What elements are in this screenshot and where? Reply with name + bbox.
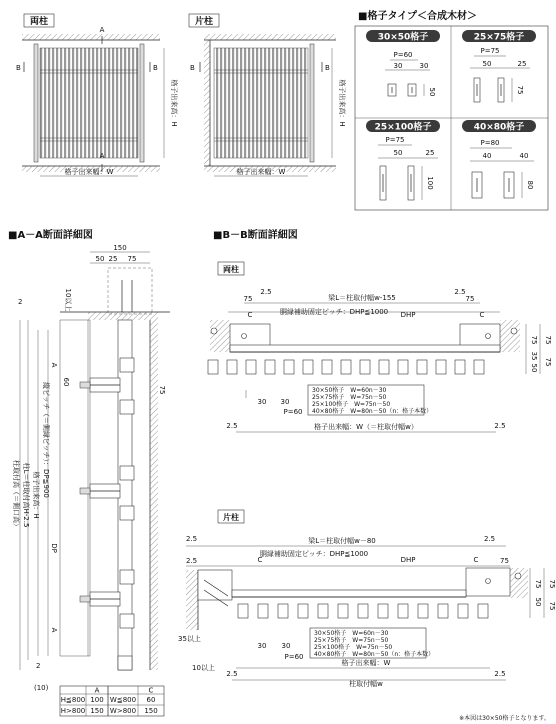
- lattice-type-30x50-d1: 30: [393, 62, 403, 70]
- lattice-type-25x75-h: 75: [516, 85, 524, 95]
- lattice-slat: [417, 360, 427, 374]
- wall-hatch-right: [500, 320, 520, 352]
- lattice-type-30x50-h: 50: [428, 87, 436, 97]
- label-w-ryochu: 格子出来幅：W: [64, 168, 114, 176]
- lattice-type-30x50-p: P=60: [393, 51, 413, 59]
- lattice-slat: [438, 604, 448, 618]
- lattice-slat: [478, 604, 488, 618]
- fastener: [515, 573, 521, 579]
- lattice-type-30x50-d2: 30: [419, 62, 429, 70]
- section-bb-ryochu-title: 両柱: [223, 265, 239, 274]
- spec-table-cell: 60: [146, 696, 156, 704]
- label-bbk-w: 格子出来幅：W: [341, 659, 391, 667]
- lattice-type-40x80-label: 40×80格子: [473, 122, 525, 133]
- label-aa-10ijo: 10以上: [64, 288, 72, 312]
- label-bb-right-75b: 75: [544, 335, 552, 345]
- spec-table-cell: H>800: [60, 707, 86, 715]
- wall-hatch-top-k: [204, 34, 336, 40]
- label-bb-dhp: DHP: [400, 311, 416, 319]
- label-bb-75: 75: [465, 295, 475, 303]
- label-bb-c: C: [247, 311, 253, 319]
- lattice-type-25x100-d1: 50: [393, 149, 403, 157]
- ceiling-hatch: [88, 312, 158, 320]
- bracket-plate: [120, 506, 134, 520]
- label-bb-25: 2.5: [454, 288, 466, 296]
- label-bb-right-50: 50: [530, 363, 538, 373]
- fastener: [242, 334, 247, 339]
- lattice-type-25x100-h: 100: [426, 176, 434, 190]
- fastener: [511, 328, 517, 334]
- label-bbk-c: C: [257, 556, 263, 564]
- label-bb-right-75: 75: [530, 335, 538, 345]
- lattice-tip: [80, 488, 90, 494]
- lattice-slat: [318, 604, 328, 618]
- cut-b-label-left-k: B: [190, 64, 195, 72]
- formula-line: 25×100格子 W=75n－50: [312, 401, 391, 408]
- beam-bb: [230, 345, 500, 352]
- label-w-katachu: 格子出来幅：W: [236, 168, 286, 176]
- spec-table-cell: 100: [90, 696, 104, 704]
- dim-aa-a: 50: [95, 255, 105, 263]
- lattice-slat: [338, 604, 348, 618]
- label-bbk-30: 30: [257, 642, 267, 650]
- wall-hatch-aa: [150, 320, 158, 670]
- spec-table-cell: W>800: [109, 707, 137, 715]
- label-bbk-25d: 2.5: [494, 670, 506, 678]
- beam-bbk: [232, 590, 466, 597]
- lattice-type-40x80-p: P=80: [480, 139, 500, 147]
- dim-aa-b: 25: [108, 255, 118, 263]
- formula-line: 30×50格子 W=60n－30: [314, 630, 389, 637]
- cut-b-label-left: B: [16, 64, 21, 72]
- lattice-slat: [458, 604, 468, 618]
- wall-hatch-left: [210, 320, 230, 352]
- label-bb-30: 30: [257, 398, 267, 406]
- label-bb-w: 格子出来幅：W（＝柱取付幅w）: [314, 423, 418, 431]
- label-bb-p60: P=60: [283, 408, 303, 416]
- lattice-slat: [258, 604, 268, 618]
- label-bb-30: 30: [280, 398, 290, 406]
- lattice-slats: [40, 48, 138, 158]
- label-aa-a-bottom: A: [50, 627, 58, 633]
- formula-line: 25×100格子 W=75n－50: [314, 644, 393, 651]
- label-aa-60: 60: [62, 377, 70, 387]
- label-bbk-25c: 2.5: [226, 670, 238, 678]
- lattice-slat: [474, 360, 484, 374]
- label-bb-c: C: [479, 311, 485, 319]
- spec-table-cell: 150: [144, 707, 158, 715]
- label-aa-75: 75: [158, 385, 166, 395]
- label-bbk-p60: P=60: [284, 653, 304, 661]
- lattice-slat: [455, 360, 465, 374]
- lattice-slats-k: [214, 48, 308, 158]
- wall-hatch-right-k: [510, 568, 528, 598]
- label-bbk-right-75b: 75: [548, 579, 556, 589]
- elevation-ryochu-title: 両柱: [29, 17, 49, 27]
- lattice-types: [355, 9, 548, 210]
- lattice-type-40x80-h: 80: [526, 180, 534, 190]
- lattice-type-25x75-label: 25×75格子: [473, 32, 525, 43]
- wall-hatch-left-k: [204, 40, 210, 166]
- bracket-plate: [120, 614, 134, 628]
- bracket-plate: [120, 400, 134, 414]
- lattice-slat: [436, 360, 446, 374]
- elevation-katachu-title: 片柱: [194, 17, 214, 27]
- label-aa-col: 柱取付高（＝側口高）: [12, 460, 20, 530]
- section-bb-katachu: [178, 510, 556, 688]
- label-bbk-30: 30: [281, 642, 291, 650]
- lattice-type-25x100-p: P=75: [385, 136, 405, 144]
- lattice-slat: [398, 604, 408, 618]
- label-bbk-right-75c: 75: [548, 601, 556, 611]
- post-right: [140, 44, 144, 162]
- label-bbk-25: 2.5: [186, 535, 198, 543]
- label-bbk-25b: 2.5: [186, 557, 198, 565]
- lattice-type-40x80-d2: 40: [519, 152, 529, 160]
- lattice-row-katachu: [238, 604, 488, 618]
- label-bb-right-35: 35: [530, 351, 538, 361]
- spec-table-cell: W≦800: [109, 696, 137, 704]
- bracket-plate: [120, 358, 134, 372]
- label-bb-75: 75: [243, 295, 253, 303]
- lattice-slat: [379, 360, 389, 374]
- lattice-row-ryochu: [208, 360, 484, 374]
- formula-line: 25×75格子 W=75n－50: [312, 394, 387, 401]
- lattice-slat: [238, 604, 248, 618]
- footnote: ※本図は30×50格子となります。: [459, 715, 550, 722]
- lattice-slat: [278, 604, 288, 618]
- section-aa: [8, 228, 170, 716]
- lattice-slat: [265, 360, 275, 374]
- lattice-type-40x80-d1: 40: [482, 152, 492, 160]
- label-bbk-c: C: [473, 556, 479, 564]
- post-right-k: [310, 44, 314, 162]
- formula-line: 40×80格子 W=80n－50（n：格子本数）: [314, 651, 435, 658]
- lattice-slat: [360, 360, 370, 374]
- label-bb-right-75c: 75: [544, 357, 552, 367]
- dim-aa-c: 75: [127, 255, 137, 263]
- formula-line: 40×80格子 W=80n－50（n：格子本数）: [312, 408, 433, 415]
- bracket-plate: [120, 570, 134, 584]
- label-aa-dp: DP: [50, 543, 58, 553]
- cut-b-label-right: B: [153, 64, 158, 72]
- label-bbk-dhp: DHP: [400, 556, 416, 564]
- dim-aa-total: 150: [113, 244, 127, 252]
- post-left: [34, 44, 38, 162]
- lattice-slat: [303, 360, 313, 374]
- label-bb-25: 2.5: [260, 288, 272, 296]
- lattice-tip: [80, 596, 90, 602]
- lattice-slat: [358, 604, 368, 618]
- label-aa-2-bottom: 2: [36, 662, 41, 670]
- lattice-type-25x75-p: P=75: [480, 47, 500, 55]
- lattice-type-25x75-d2: 25: [517, 60, 527, 68]
- label-bbk-pitch: 胴縁補助固定ピッチ：DHP≦1000: [259, 550, 369, 558]
- fastener: [486, 579, 491, 584]
- lattice-slat: [322, 360, 332, 374]
- label-aa-h: 格子出来高：H: [32, 471, 40, 519]
- spec-table-header-c: C: [148, 686, 154, 695]
- spec-table-cell: 150: [90, 707, 104, 715]
- label-aa-a-top: A: [50, 362, 58, 368]
- cut-a-label-top: A: [99, 26, 105, 34]
- lattice-slat: [341, 360, 351, 374]
- lattice-type-25x100-d2: 25: [425, 149, 435, 157]
- label-bbk-beam: 梁L＝柱取付幅w－80: [308, 537, 376, 545]
- lattice-types-title: ■格子タイプ＜合成木材＞: [358, 11, 477, 22]
- lattice-slat: [208, 360, 218, 374]
- lattice-type-25x100-label: 25×100格子: [374, 122, 432, 133]
- wall-hatch-top: [22, 34, 160, 40]
- lattice-type-30x50-label: 30×50格子: [377, 32, 429, 43]
- cut-b-label-right-k: B: [325, 64, 330, 72]
- label-bbk-right-50: 50: [534, 597, 542, 607]
- label-bbk-10: 10以上: [192, 664, 215, 672]
- spec-table-header-a: A: [94, 686, 100, 695]
- section-bb-katachu-title: 片柱: [223, 513, 239, 522]
- lattice-slat: [227, 360, 237, 374]
- fastener: [486, 334, 491, 339]
- formula-line: 25×75格子 W=75n－50: [314, 637, 389, 644]
- elevation-katachu: [189, 14, 347, 176]
- label-aa-2-top: 2: [18, 298, 23, 306]
- lattice-slat: [398, 360, 408, 374]
- section-bb: [178, 228, 556, 688]
- label-bbk-75: 75: [500, 557, 509, 565]
- label-bbk-right-75: 75: [534, 579, 542, 589]
- fastener: [211, 328, 217, 334]
- label-bbk-colw: 柱取付幅w: [349, 680, 383, 688]
- label-aa-pitch: 縦ピッチ（＝側縁ピッチ）：DP≦900: [42, 382, 50, 498]
- lattice-tip: [80, 382, 90, 388]
- lattice-slat: [378, 604, 388, 618]
- wall-hatch-left-k: [186, 570, 198, 630]
- label-aa-10p: (10): [34, 684, 49, 692]
- label-aa-mount: 柱L＝柱取付高H-2.5: [22, 462, 30, 528]
- anchor-box: [108, 268, 152, 314]
- label-bb-beam: 梁L＝柱取付幅w-155: [328, 294, 396, 302]
- lattice-slat: [418, 604, 428, 618]
- label-bb-25-bottom: 2.5: [226, 422, 238, 430]
- post-base: [118, 656, 132, 670]
- lattice-slat: [246, 360, 256, 374]
- section-bb-title: ■B－B断面詳細図: [213, 230, 298, 241]
- label-bbk-35: 35以上: [178, 635, 201, 643]
- label-bb-25-bottom: 2.5: [494, 422, 506, 430]
- formula-line: 30×50格子 W=60n－30: [312, 387, 387, 394]
- section-bb-ryochu: [208, 262, 552, 432]
- lattice-type-25x75-d1: 50: [482, 60, 492, 68]
- label-bbk-25: 2.5: [484, 535, 496, 543]
- spec-table: [60, 686, 164, 716]
- bracket-plate: [120, 466, 134, 480]
- cut-a-label-bottom: A: [99, 152, 105, 160]
- label-h-katachu: 格子出来高：H: [338, 79, 346, 127]
- label-h-ryochu: 格子出来高：H: [170, 79, 178, 127]
- lattice-slat: [284, 360, 294, 374]
- lattice-slat: [298, 604, 308, 618]
- elevation-ryochu: [16, 14, 179, 176]
- section-aa-title: ■A－A断面詳細図: [8, 230, 93, 241]
- label-bb-pitch: 胴縁補助固定ピッチ：DHP≦1000: [279, 308, 389, 316]
- spec-table-cell: H≦800: [60, 696, 86, 704]
